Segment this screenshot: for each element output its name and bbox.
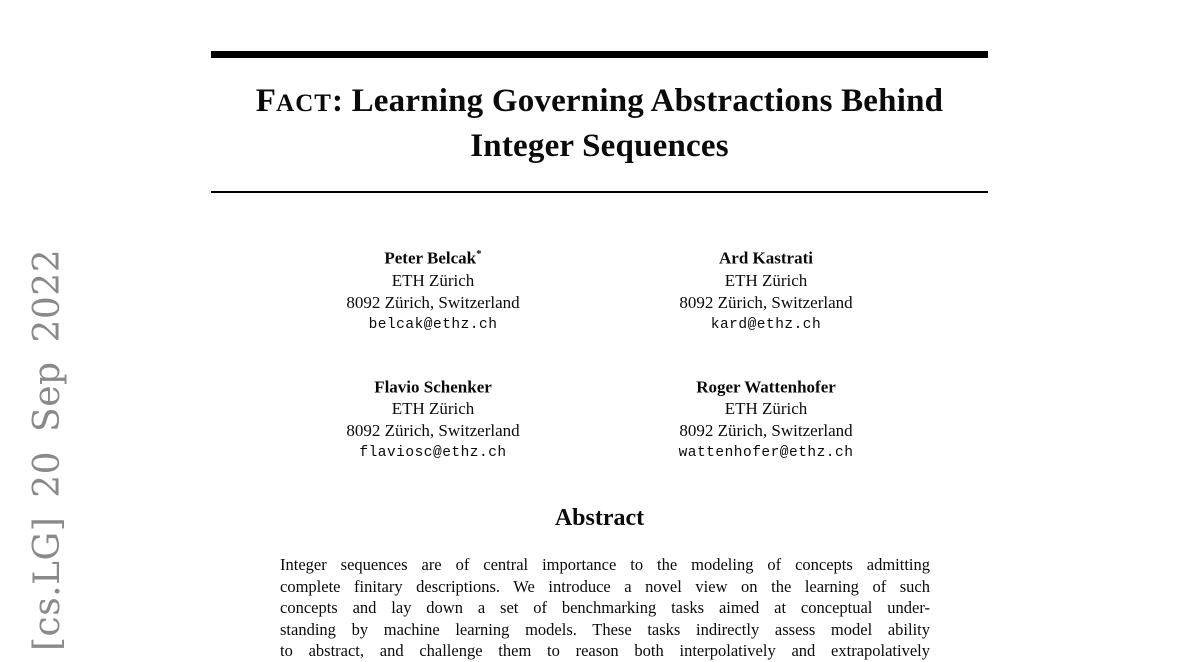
author-name: Ard Kastrati [719, 248, 813, 268]
abstract-line: complete finitary descriptions. We introduce a novel view on the learning of such [280, 576, 930, 596]
abstract-line: Integer sequences are of central importance to the modeling of concepts admitting [280, 555, 930, 574]
abstract-line: to abstract, and challenge them to reason both interpolatively and extrapolatively [280, 641, 930, 660]
abstract-line: concepts and lay down a set of benchmarking tasks aimed at conceptual under- [280, 598, 930, 617]
author-roger-wattenhofer [600, 372, 933, 465]
authors-row-1 [211, 243, 988, 336]
author-name: Flavio Schenker [374, 377, 492, 397]
abstract-heading: Abstract [554, 505, 645, 531]
author-email: flaviosc@ethz.ch [359, 445, 507, 462]
author-address: 8092 Zürich, Switzerland [346, 421, 520, 441]
author-flavio-schenker [267, 372, 600, 465]
author-address: 8092 Zürich, Switzerland [679, 421, 853, 441]
title-top-rule [211, 51, 988, 58]
title-bottom-rule [211, 191, 988, 193]
authors-row-2 [211, 372, 988, 465]
paper-title [211, 80, 988, 167]
author-name: Roger Wattenhofer [696, 377, 836, 397]
abstract-line: standing by machine learning models. These tasks indirectly assess model ability [280, 619, 930, 639]
footnote-marker: * [476, 248, 482, 260]
abstract-text [280, 554, 930, 662]
author-ard-kastrati [600, 243, 933, 336]
author-email: wattenhofer@ethz.ch [678, 445, 854, 462]
author-address: 8092 Zürich, Switzerland [679, 292, 853, 312]
author-email: belcak@ethz.ch [368, 316, 498, 333]
title-line2: Integer Sequences [470, 128, 729, 164]
title-smallcaps-lead: F [255, 83, 277, 119]
author-name: Peter Belcak* [384, 248, 482, 268]
author-peter-belcak [267, 243, 600, 336]
author-affiliation: ETH Zürich [391, 270, 475, 290]
title-line1 [256, 83, 943, 119]
author-address: 8092 Zürich, Switzerland [346, 292, 520, 312]
title-line1-rest: : Learning Governing Abstractions Behind [331, 83, 944, 119]
author-block [211, 243, 988, 464]
arxiv-category-stamp: [cs.LG] 20 Sep 2022 [27, 248, 68, 651]
author-affiliation: ETH Zürich [391, 399, 475, 419]
author-email: kard@ethz.ch [710, 316, 822, 333]
author-affiliation: ETH Zürich [724, 399, 808, 419]
title-smallcaps-rest: ACT [276, 90, 332, 117]
author-affiliation: ETH Zürich [724, 270, 808, 290]
